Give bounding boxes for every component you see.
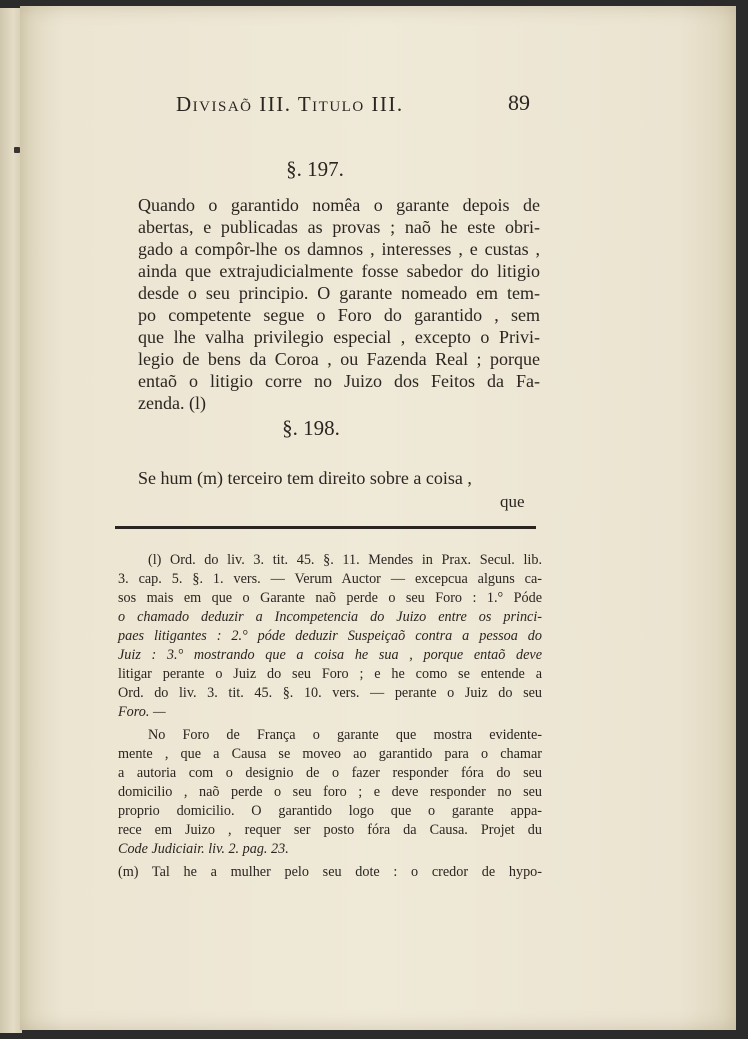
- footnote-france-line: proprio domicilio. O garantido logo que o garante appa-: [118, 803, 542, 819]
- footnote-l-line: Ord. do liv. 3. tit. 45. §. 10. vers. — perante o Juiz do seu: [118, 685, 542, 701]
- section-198-heading: §. 198.: [282, 416, 340, 440]
- footnote-france-line: mente , que a Causa se moveo ao garantido para o chamar: [118, 746, 542, 762]
- paragraph-line: que lhe valha privilegio especial , excepto o Privi-: [138, 327, 540, 347]
- page-number: 89: [508, 90, 530, 115]
- paragraph-line: po competente segue o Foro do garantido , sem: [138, 305, 540, 325]
- footnote-l-line: litigar perante o Juiz do seu Foro ; e he como se entende a: [118, 666, 542, 682]
- running-title: [176, 92, 404, 117]
- section-197-heading: §. 197.: [286, 157, 344, 181]
- paragraph-line: entaõ o litigio corre no Juizo dos Feitos da Fa-: [138, 371, 540, 391]
- running-title-text: Divisaõ III. Titulo III.: [176, 92, 404, 116]
- footnote-l-line: sos mais em que o Garante naõ perde o seu Foro : 1.° Póde: [118, 590, 542, 606]
- paragraph-line: ainda que extrajudicialmente fosse sabedor do litigio: [138, 261, 540, 281]
- footnote-l-line: (l) Ord. do liv. 3. tit. 45. §. 11. Mendes in Prax. Secul. lib.: [148, 552, 542, 568]
- catchword: que: [500, 492, 525, 511]
- paragraph-line: abertas, e publicadas as provas ; naõ he este obri-: [138, 217, 540, 237]
- footnote-l-line: Foro. —: [118, 704, 166, 720]
- footnote-france-line: domicilio , naõ perde o seu foro ; e deve responder no seu: [118, 784, 542, 800]
- footnote-france-line: a autoria com o designio de o fazer responder fóra do seu: [118, 765, 542, 781]
- paragraph-line: legio de bens da Coroa , ou Fazenda Real ; porque: [138, 349, 540, 369]
- footnote-l-line: 3. cap. 5. §. 1. vers. — Verum Auctor — excepcua alguns ca-: [118, 571, 542, 587]
- footnote-france-line: Code Judiciair. liv. 2. pag. 23.: [118, 841, 289, 857]
- footnote-l-line: o chamado deduzir a Incompetencia do Juizo entre os princi-: [118, 609, 542, 625]
- footnote-france-line: No Foro de França o garante que mostra evidente-: [148, 727, 542, 743]
- section-198-line: Se hum (m) terceiro tem direito sobre a coisa ,: [138, 468, 472, 488]
- footnote-l-line: Juiz : 3.° mostrando que a coisa he sua , porque entaõ deve: [118, 647, 542, 663]
- paragraph-line: zenda. (l): [138, 393, 206, 413]
- footnote-m-line: (m) Tal he a mulher pelo seu dote : o credor de hypo-: [118, 864, 542, 880]
- footnote-france-line: rece em Juizo , requer ser posto fóra da Causa. Projet du: [118, 822, 542, 838]
- paragraph-line: Quando o garantido nomêa o garante depois de: [138, 195, 540, 215]
- paragraph-line: gado a compôr-lhe os damnos , interesses , e custas ,: [138, 239, 540, 259]
- previous-page-edge: [0, 8, 22, 1033]
- footnote-l-line: paes litigantes : 2.° póde deduzir Suspeiçaõ contra a pessoa do: [118, 628, 542, 644]
- footnote-rule: [115, 526, 536, 529]
- paragraph-line: desde o seu principio. O garante nomeado em tem-: [138, 283, 540, 303]
